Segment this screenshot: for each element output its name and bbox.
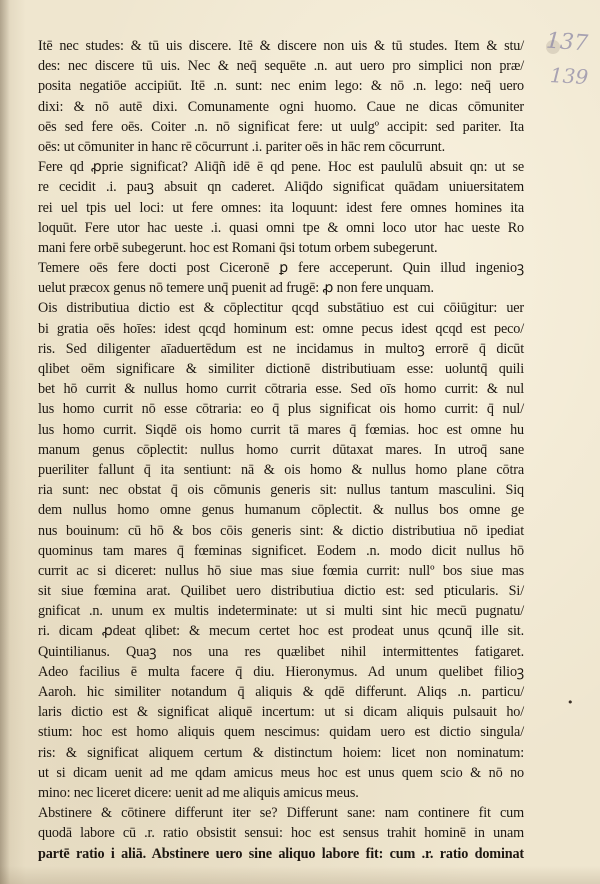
text-line-16: ris. Sed diligenter aīaduertēdum est ne incidamus in multoꝫ errorē q̄ dicūt — [38, 340, 524, 357]
text-line-11: mani fere orbē subegerunt. hoc est Romani q̄si totum orbem subegerunt. — [38, 239, 438, 256]
text-line-4: dixi: & nō autē dixi. Comunamente ogni huomo. Caue ne dicas cōmuniter — [38, 98, 524, 115]
text-line-10: loquūt. Fere utor hac ueste .i. quasi omni tpe & omni loco utor hac ueste Ro — [38, 219, 524, 236]
text-line-30: ri. dicam ꝓdeat qlibet: & mecum certet hoc est prodeat unus qcunq̄ ille sit. — [38, 623, 524, 640]
text-line-33: Aaroh. hic similiter notandum q̄ aliquis & qdē differunt. Aliqs .n. particu/ — [38, 684, 524, 700]
text-line-23: ria sunt: nec obstat q̄ ois cōmunis generis sit: nullus tantum masculini. Siq — [38, 482, 524, 499]
text-line-20: lus homo currit. Siqdē ois homo currit tā mares q̄ fœmias. hoc est omne hu — [38, 421, 524, 438]
text-line-1: Itē nec studes: & tū uis discere. Itē & discere non uis & tū studes. Item & stu/ — [38, 38, 524, 54]
gutter-shadow — [0, 0, 10, 884]
text-line-12: Temere oēs fere docti post Ciceronē ꝑ fere acceperunt. Quin illud ingenioꝫ — [38, 260, 524, 277]
text-line-2: des: nec discere tū uis. Nec & neq̄ sequēte .n. aut uero pro simplici non præ/ — [38, 58, 524, 75]
printed-text-block — [38, 36, 524, 864]
text-line-27: currit ac si diceret: nullus hō siue mas siue fœmia currit: nullº bos siue mas — [38, 562, 524, 579]
text-line-36: ris: & significat aliquem certum & distinctum hoiem: licet non nominatum: — [38, 744, 524, 761]
text-line-35: stium: hoc est homo aliquis quem nescimus: quidam uero est dictio singula/ — [38, 724, 524, 741]
page-bottom-edge — [0, 866, 600, 884]
text-line-17: qlibet oēm significare & similiter dictionē distributiuam esse: uoluntq̄ quili — [38, 361, 524, 377]
text-line-21: manum genus cōplectit: nullus homo currit dūtaxat mares. In utroq̄ sane — [38, 441, 524, 458]
text-line-14: Ois distributiua dictio est & cōplectitur qcqd substātiuo est cui cōiūgitur: uer — [38, 300, 524, 317]
text-line-25: nus bouinum: cū hō & bos cōis generis sint: & dictio distributiua nō ipediat — [38, 522, 524, 539]
margin-mark: • — [567, 696, 574, 709]
text-line-31: Quintilianus. Quaꝫ nos una res quælibet nihil intermittentes fatigaret. — [38, 643, 524, 660]
text-line-28: sit siue fœmina arat. Quilibet uero distributiua dictio est: sed pticularis. Si/ — [38, 583, 524, 600]
folio-mark-139: 139 — [549, 63, 589, 89]
text-line-18: bet hō currit & nullus homo currit cōtraria esse. Sed oīs homo currit: & nul — [38, 381, 524, 398]
text-line-15: bi gratia oēs hoīes: idest qcqd hominum est: omne pecus idest qcqd est peco/ — [38, 320, 524, 337]
text-line-19: lus homo currit nō esse cōtraria: eo q̄ plus significat ois homo currit: q̄ nul/ — [38, 401, 524, 418]
text-line-5: oēs sed fere oēs. Coiter .n. nō significat fere: ut uulgº accipit: sed pariter. Ita — [38, 118, 524, 135]
text-line-6: oēs: ut cōmuniter in hanc rē cōcurrunt .i. pariter oēs in hāc rem cōcurrunt. — [38, 138, 445, 155]
text-line-26: quominus tam mares q̄ fœminas significet. Eodem .n. modo dicit nullus hō — [38, 542, 524, 559]
text-line-39: Abstinere & cōtinere differunt iter se? Differunt sane: nam continere fit cum — [38, 805, 524, 822]
text-line-29: gnificat .n. unum ex multis indeterminate: ut si multi sint hic mecū pugnatu/ — [38, 603, 524, 620]
text-line-3: posita negatiōe accipiūt. Itē .n. sunt: nec enim lego: & nō .n. lego: neq̄ uero — [38, 78, 524, 95]
text-line-37: ut si dicam uenit ad me qdam amicus meus hoc est unus quem scio & nō no — [38, 764, 524, 781]
text-line-38: mino: nec liceret dicere: uenit ad me aliquis amicus meus. — [38, 784, 359, 801]
text-line-40: quodā labore cū .r. ratio obsistit sensui: hoc est sensus trahit hominē in unam — [38, 825, 524, 842]
text-line-34: laris dictio est & significat aliquē incertum: ut si dicam aliquis pulsauit ho/ — [38, 704, 524, 721]
text-line-32: Adeo facilius ē multa facere q̄ diu. Hieronymus. Ad unum quelibet filioꝫ — [38, 663, 524, 680]
text-line-7: Fere qd ꝓprie significat? Aliq̄ñ idē ē qd pene. Hoc est paululū absuit qn: ut se — [38, 159, 524, 176]
text-line-8: re cecidit .i. pauꝫ absuit qn caderet. Aliq̄do significat quādam uniuersitatem — [38, 179, 524, 196]
text-line-41: partē ratio i aliā. Abstinere uero sine aliquo labore fit: cum .r. ratio dominat — [38, 845, 524, 862]
text-line-24: dem nullus homo omne genus humanum cōplectit. & nullus bos omne ge — [38, 502, 524, 519]
folio-mark-137: 137 — [545, 28, 589, 57]
text-line-9: rei uel tpis uel loci: ut fere omnes: ita loquunt: idest fere omnes homines ita — [38, 199, 524, 216]
text-line-13: uelut præcox genus nō temere unq̄ puenit ad frugē: ꝓ non fere unquam. — [38, 280, 434, 297]
text-line-22: pueriliter fallunt q̄ ita sentiunt: nā & ois homo & nullus homo plane cōtra — [38, 461, 524, 478]
